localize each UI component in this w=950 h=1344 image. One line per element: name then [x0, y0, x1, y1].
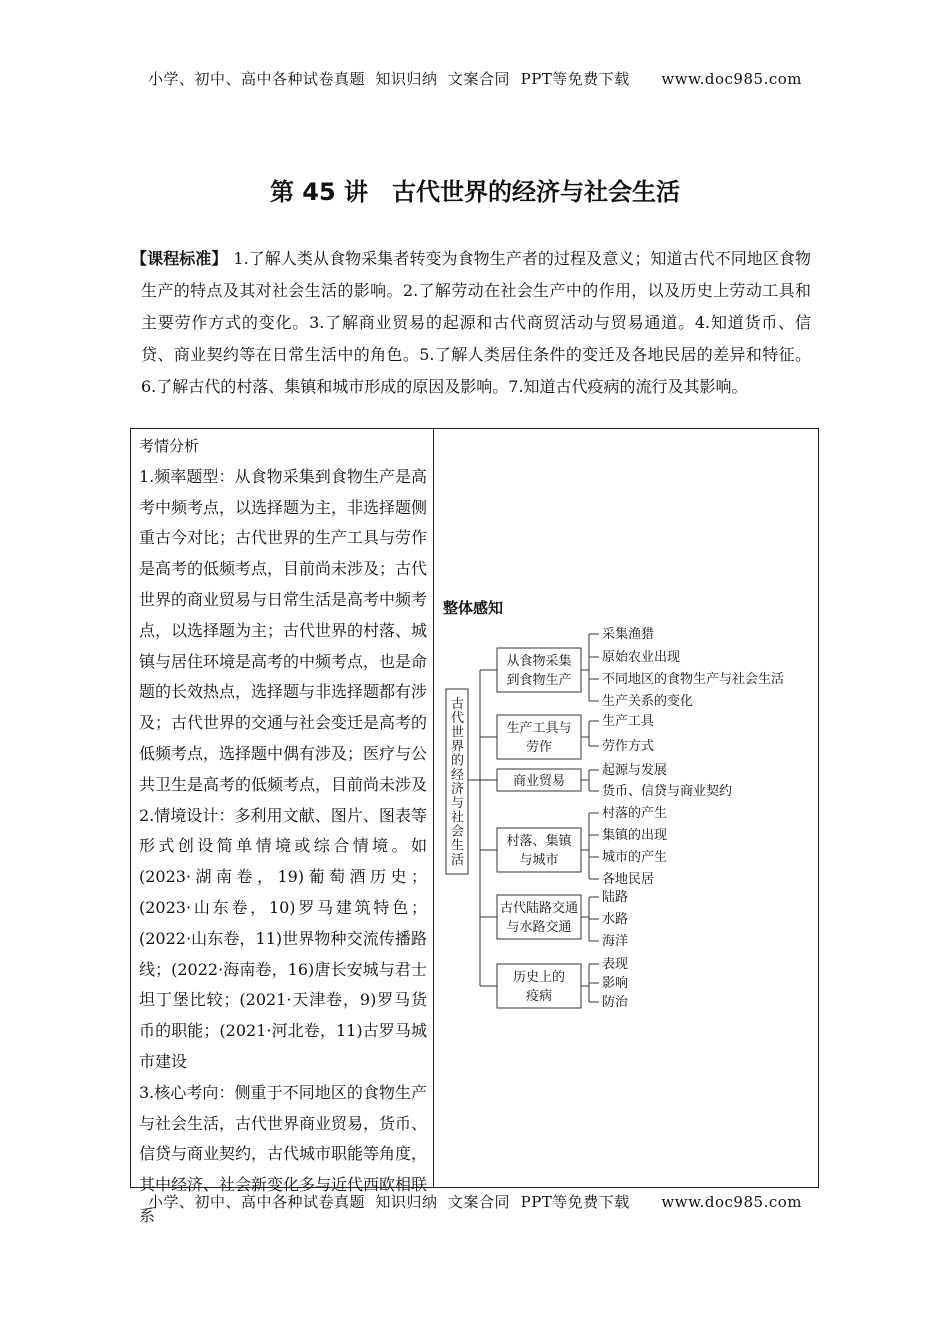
leaf-label: 城市的产生 [602, 850, 668, 865]
leaf-label: 起源与发展 [602, 763, 668, 778]
root-label-char: 的 [451, 753, 465, 769]
branch-label: 疫病 [525, 989, 553, 1004]
leaf-label: 生产关系的变化 [602, 694, 694, 709]
root-label-char: 社 [451, 810, 465, 826]
leaf-label: 海洋 [602, 934, 629, 949]
curriculum-standard-text: 1.了解人类从食物采集者转变为食物生产者的过程及意义；知道古代不同地区食物生产的特点及其对社会生活的影响。2.了解劳动在社会生产中的作用，以及历史上劳动工具和主要劳作方式的变化。3.了解商业贸易的起源和古代商贸活动与贸易通道。4.知道货币、信贷、商业契约等在日常生活中的角色。5.了解人类居住条件的变迁及各地民居的差异和特征。6.了解古代的村落、集镇和城市形成的原因及影响。7.知道古代疫病的流行及其影响。 [141, 249, 811, 396]
leaf-label: 各地民居 [602, 872, 655, 887]
leaf-label: 影响 [602, 976, 629, 991]
overview-title: 整体感知 [443, 599, 504, 617]
root-label-char: 与 [451, 796, 465, 812]
branch-label: 从食物采集 [506, 654, 572, 669]
branch-label: 与水路交通 [506, 920, 572, 935]
leaf-label: 货币、信贷与商业契约 [602, 784, 733, 799]
root-label-char: 生 [451, 838, 465, 854]
leaf-label: 不同地区的食物生产与社会生活 [602, 672, 785, 687]
page-footer: 小学、初中、高中各种试卷真题 知识归纳 文案合同 PPT等免费下载 www.doc985.com [147, 1193, 802, 1211]
leaf-label: 村落的产生 [602, 806, 668, 821]
leaf-label: 生产工具 [602, 714, 655, 729]
branch-label: 商业贸易 [512, 774, 566, 789]
page-title: 第 45 讲 古代世界的经济与社会生活 [269, 178, 681, 206]
branch-label: 古代陆路交通 [499, 901, 579, 916]
exam-analysis-frequency: 1.频率题型：从食物采集到食物生产是高考中频考点，以选择题为主，非选择题侧重古今对比；古代世界的生产工具与劳作是高考的低频考点，目前尚未涉及；古代世界的商业贸易与日常生活是高考中频考点，以选择题为主；古代世界的村落、城镇与居住环境是高考的中频考点，也是命题的长效热点，选择题与非选择题都有涉及；古代世界的交通与社会变迁是高考的低频考点，选择题中偶有涉及；医疗与公共卫生是高考的低频考点，目前尚未涉及 [139, 466, 428, 794]
leaf-label: 采集渔猎 [602, 627, 655, 642]
branch-label: 生产工具与 [506, 721, 572, 736]
exam-analysis-scenario: 2.情境设计：多利用文献、图片、图表等形式创设简单情境或综合情境。如(2023·湖南卷，19)葡萄酒历史；(2023·山东卷，10)罗马建筑特色；(2022·山东卷，11)世界物种交流传播路线；(2022·海南卷，16)唐长安城与君士坦丁堡比较；(2021·天津卷，9)罗马货币的职能；(2021·河北卷，11)古罗马城市建设 [139, 805, 427, 1071]
root-label-char: 代 [451, 711, 465, 727]
leaf-label: 表现 [602, 957, 629, 972]
root-label-char: 世 [451, 725, 465, 741]
root-label-char: 古 [451, 697, 465, 712]
branch-label: 劳作 [525, 740, 553, 755]
branch-label: 到食物生产 [506, 673, 572, 688]
leaf-label: 集镇的出现 [602, 828, 668, 843]
branch-label: 与城市 [519, 853, 559, 868]
branch-label: 历史上的 [512, 970, 566, 985]
root-label-char: 经 [451, 767, 465, 783]
leaf-label: 水路 [602, 912, 629, 927]
exam-analysis-direction: 3.核心考向：侧重于不同地区的食物生产与社会生活，古代世界商业贸易，货币、信贷与商业契约，古代城市职能等角度，其中经济、社会新变化多与近代西欧相联系 [139, 1082, 428, 1225]
exam-analysis-heading: 考情分析 [139, 437, 200, 455]
root-label-char: 济 [451, 782, 465, 797]
page-header: 小学、初中、高中各种试卷真题 知识归纳 文案合同 PPT等免费下载 www.doc985.com [147, 70, 802, 88]
curriculum-standard-label: 【课程标准】 [131, 249, 228, 268]
root-label-char: 界 [451, 739, 465, 755]
leaf-label: 原始农业出现 [602, 650, 681, 665]
leaf-label: 劳作方式 [602, 739, 655, 754]
root-label-char: 活 [451, 852, 465, 868]
leaf-label: 防治 [602, 995, 629, 1010]
branch-label: 村落、集镇 [506, 834, 572, 849]
leaf-label: 陆路 [602, 890, 629, 905]
root-label-char: 会 [451, 824, 465, 840]
